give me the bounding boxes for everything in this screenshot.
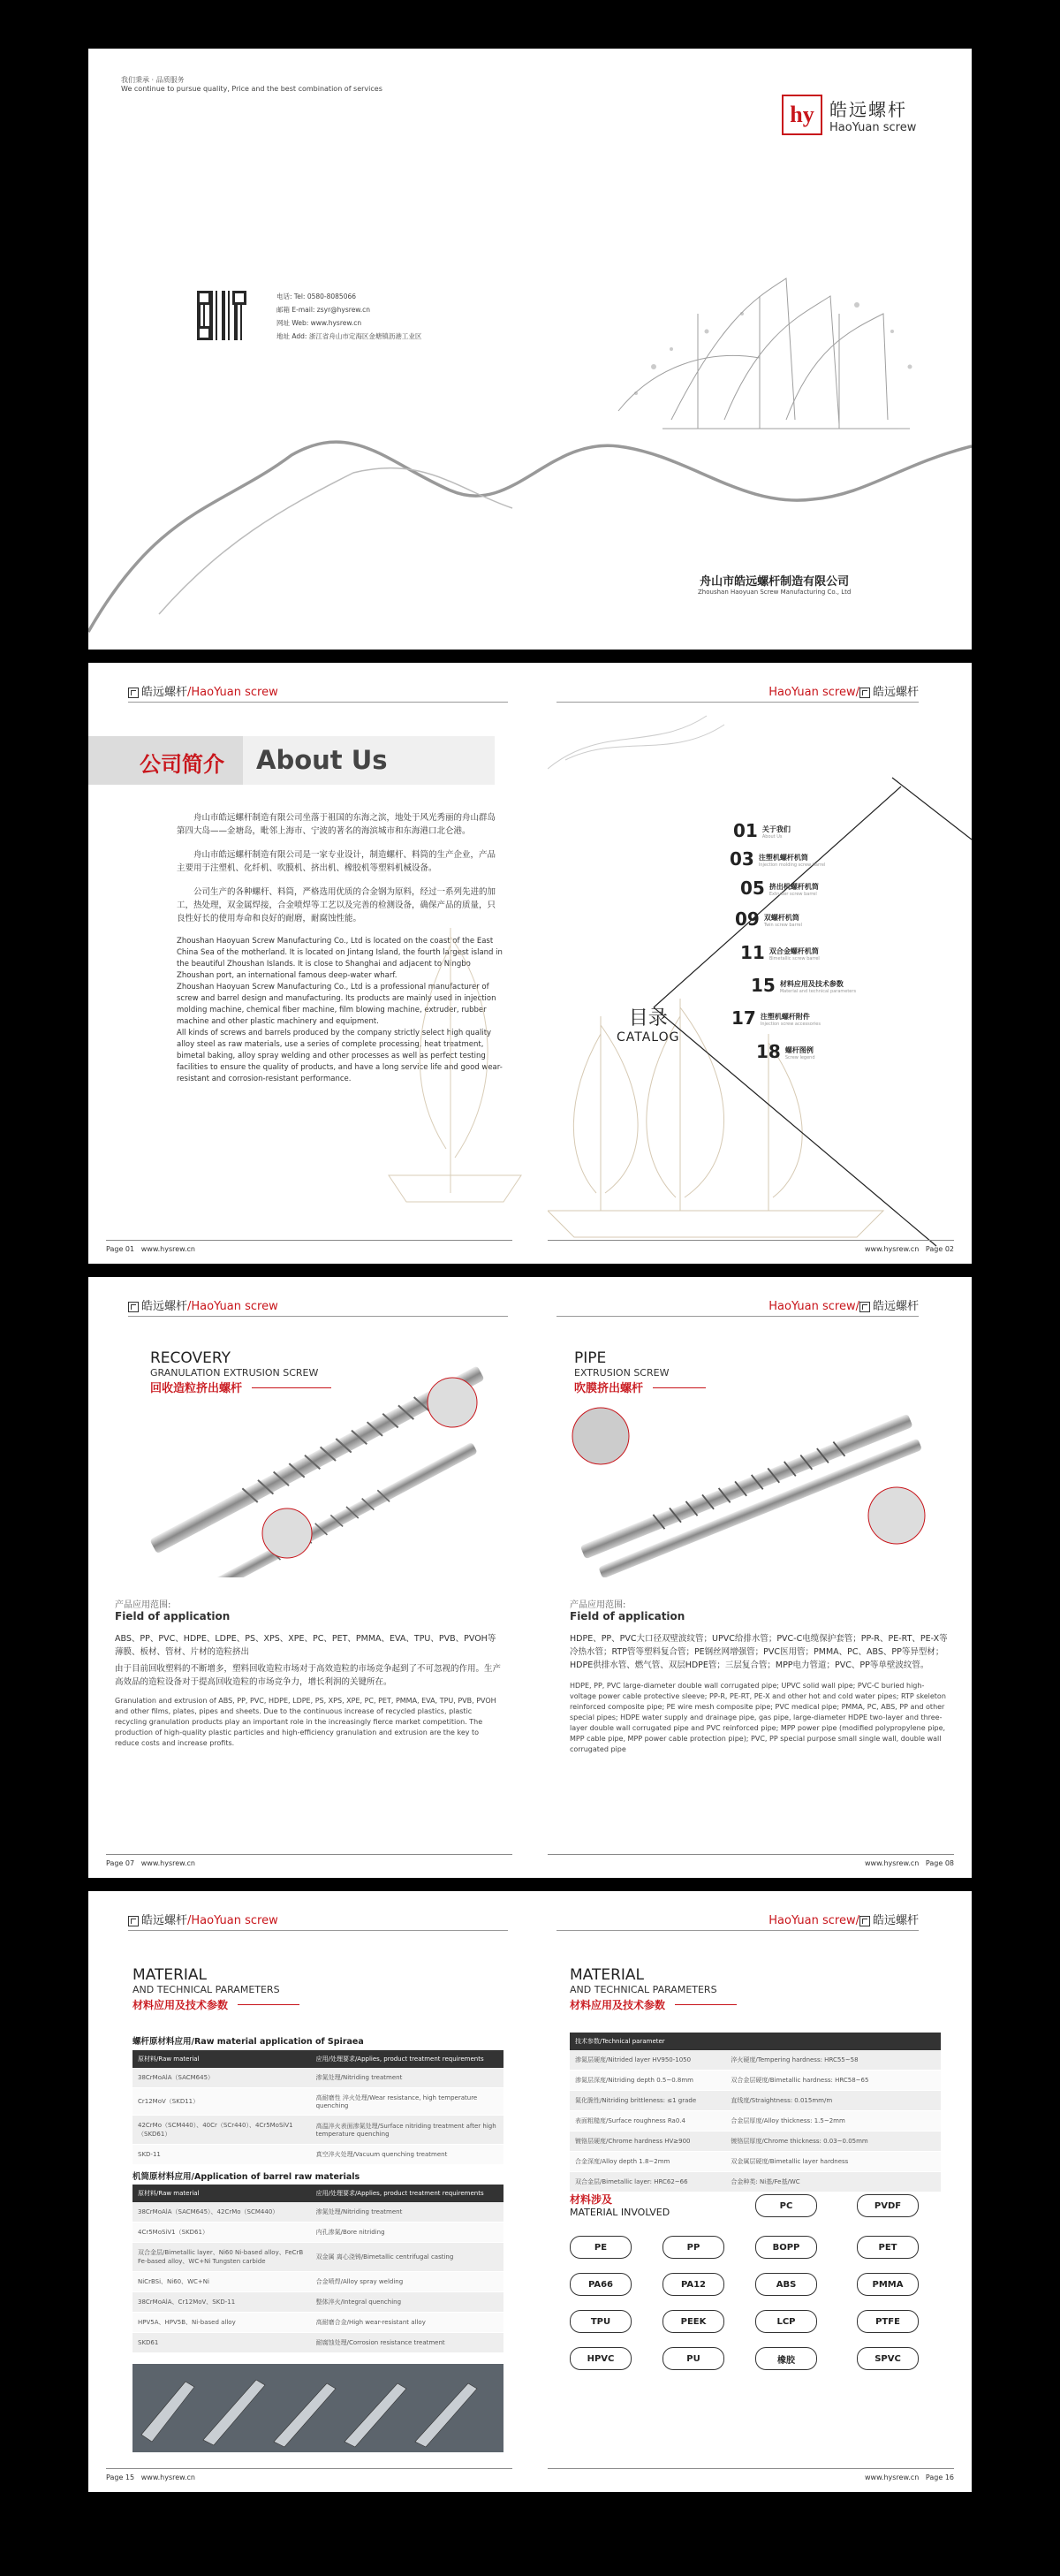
about-para-cn: 舟山市皓远螺杆制造有限公司坐落于祖国的东海之滨，地处于风光秀丽的舟山群岛第四大岛——金塘岛，毗邻上海市、宁波的著名的海滨城市和东海港口北仑港。 [177, 813, 496, 836]
pipe-field [570, 1597, 685, 1622]
footer-web: www.hysrew.cn [865, 1859, 920, 1867]
recovery-desc [115, 1632, 504, 1749]
footer-rule-right [548, 1240, 954, 1241]
catalog-item[interactable] [733, 822, 791, 840]
materials-involved-en: MATERIAL INVOLVED [570, 2207, 670, 2218]
material-subtitle-right: AND TECHNICAL PARAMETERS [570, 1984, 717, 1995]
catalog-item[interactable] [740, 879, 819, 897]
footer-web: www.hysrew.cn [140, 1859, 195, 1867]
contact-email: 邮箱 E-mail: zsyr@hysrew.cn [276, 306, 371, 314]
pipe-title-cn: 吹膜挤出螺杆 [574, 1382, 644, 1395]
table-header: 原材料/Raw material [132, 2050, 311, 2068]
header-left [128, 1296, 278, 1313]
logo-cn: 皓远螺杆 [829, 99, 907, 120]
sailboat-sketch [380, 910, 530, 1211]
footer-left [106, 1859, 195, 1867]
material-tag[interactable]: PMMA [857, 2273, 919, 2296]
footer-rule-right [548, 1854, 954, 1855]
page-number: Page 08 [925, 1859, 954, 1867]
header-brand-cn: 皓远螺杆 [141, 1914, 188, 1927]
page-number: Page 15 [106, 2473, 135, 2481]
header-brand-en: /HaoYuan screw [187, 1914, 278, 1927]
catalog-num: 15 [751, 975, 776, 996]
table-row: 合金深度/Alloy depth 1.8~2mm 双金属层硬度/Bimetallic layer hardness [570, 2152, 941, 2172]
table-header: 原材料/Raw material [132, 2185, 311, 2202]
about-para-en: Zhoushan Haoyuan Screw Manufacturing Co., Ltd is located on the coast of the East China Sea of the motherland. It is located on Jintang Island, the fourth largest island in the beautiful Zhoushan Islands. It is close to Shanghai and adjacent to Ningbo Zhoushan port, an international famous deep-water wharf. [177, 937, 503, 980]
contact-address: 地址 Add: 浙江省舟山市定海区金塘镇沥港工业区 [276, 332, 422, 340]
field-title: Field of application [570, 1610, 685, 1622]
contact-web: 网址 Web: www.hysrew.cn [276, 319, 362, 327]
table-header: 应用/处理要求/Applies, product treatment requirements [311, 2050, 504, 2068]
logo-small-icon [859, 1916, 870, 1926]
logo-small-icon [859, 1302, 870, 1312]
recovery-screw-image [124, 1348, 512, 1577]
header-right [768, 1296, 919, 1313]
about-title [88, 736, 495, 785]
catalog-cn: 关于我们 [761, 825, 791, 833]
materials-involved-heading [570, 2192, 670, 2218]
catalog-en: Extruder screw barrel [768, 892, 817, 897]
catalog-en: Injection screw accessories [760, 1022, 821, 1027]
table-row: SKD61 耐腐蚀处理/Corrosion resistance treatment [132, 2333, 504, 2353]
catalog-num: 09 [735, 908, 760, 930]
about-title-cn: 公司简介 [140, 752, 224, 777]
table-row: 渗氮层硬度/Nitrided layer HV950-1050 淬火硬度/Tempering hardness: HRC55~58 [570, 2050, 941, 2071]
catalog-diagonal-lines [530, 663, 972, 1264]
header-brand-en-right: HaoYuan screw/ [768, 1914, 859, 1927]
catalog-en: Material and technical parameters [779, 989, 857, 994]
catalog-cn: 材料应用及技术参数 [779, 980, 844, 988]
catalog-title [617, 1003, 679, 1045]
catalog-en: Bimetallic screw barrel [768, 956, 820, 961]
footer-right [865, 1859, 954, 1867]
catalog-num: 05 [740, 878, 765, 899]
recovery-title: RECOVERY [150, 1349, 231, 1367]
catalog-cn: 挤出机螺杆机筒 [768, 883, 819, 891]
footer-right [865, 2473, 954, 2481]
page-number: Page 16 [925, 2473, 954, 2481]
sailboat-splash-illustration [88, 49, 972, 650]
footer-left [106, 1245, 195, 1253]
footer-web: www.hysrew.cn [865, 2473, 920, 2481]
material-right-heading [570, 1966, 737, 2012]
table-row: 双合金层/Bimetallic layer: HRC62~66 合金种类: Ni基/Fe基/WC [570, 2172, 941, 2192]
tagline-cn: 我们秉承 · 品质服务 [121, 76, 185, 84]
catalog-num: 01 [733, 820, 758, 841]
header-rule [128, 702, 508, 703]
material-subtitle: AND TECHNICAL PARAMETERS [132, 1984, 280, 1995]
about-para-cn: 舟山市皓远螺杆制造有限公司是一家专业设计，制造螺杆、料筒的生产企业，产品主要用于注塑机、化纤机、吹膜机、挤出机、橡胶机等塑料机械设备。 [177, 850, 496, 873]
material-tag[interactable]: PE [570, 2236, 632, 2259]
about-para-en: All kinds of screws and barrels produced by the company strictly select high quality alloy steel as raw materials, use a series of complete processing, heat treatment, bimetal baking, alloy spray welding and other processes as well as perfect testing facilities to ensure the quality of products, and have a long service life and good wear-resistant and corrosion-resistant performance. [177, 1029, 503, 1083]
catalog-cn: 双螺杆机筒 [763, 914, 799, 922]
catalog-cn: 双合金螺杆机筒 [768, 947, 819, 955]
header-brand-cn: 皓远螺杆 [141, 686, 188, 699]
footer-rule-left [106, 1240, 512, 1241]
pipe-heading [574, 1349, 706, 1395]
page-number: Page 07 [106, 1859, 135, 1867]
catalog-cn: 注塑机螺杆附件 [760, 1013, 810, 1021]
logo-en: HaoYuan screw [829, 121, 917, 134]
material-left-heading [132, 1966, 299, 2012]
footer-rule-left [106, 1854, 512, 1855]
pipe-screw-image [548, 1401, 945, 1577]
material-tag[interactable]: PVDF [857, 2194, 919, 2217]
logo-small-icon [128, 688, 139, 698]
header-brand-cn: 皓远螺杆 [141, 1300, 188, 1313]
recovery-field [115, 1597, 230, 1622]
table-row: HPV5A、HPV5B、Ni-based alloy 高耐磨合金/High wear-resistant alloy [132, 2313, 504, 2333]
table-header: 应用/处理要求/Applies, product treatment requirements [311, 2185, 504, 2202]
material-tag[interactable]: TPU [570, 2310, 632, 2333]
catalog-en: Screw legend [784, 1055, 815, 1060]
technical-parameter-table [570, 2033, 941, 2192]
table-row: NiCrBSi、Ni60、WC+Ni 合金喷焊/Alloy spray welding [132, 2272, 504, 2292]
header-left [128, 682, 278, 699]
material-tag[interactable]: SPVC [857, 2347, 919, 2370]
footer-web: www.hysrew.cn [140, 1245, 195, 1253]
catalog-item[interactable] [740, 944, 820, 961]
recovery-desc-cn: 由于目前回收塑料的不断增多，塑料回收造粒市场对于高效造粒的市场竞争起到了不可忽视的作用。生产高效品的造粒设备对于提高回收造粒的市场竞争力，增长利润的关键所在。 [115, 1664, 502, 1687]
material-tag[interactable]: PET [857, 2236, 919, 2259]
table-row: 38CrMoAlA（SACM645）、42CrMo（SCM440） 渗氮处理/Nitriding treatment [132, 2202, 504, 2223]
catalog-num: 03 [730, 848, 754, 870]
material-tag[interactable]: PP [662, 2236, 724, 2259]
footer-rule-left [106, 2468, 512, 2469]
page-number: Page 02 [925, 1245, 954, 1253]
footer-left [106, 2473, 195, 2481]
pipe-desc-en: HDPE, PP, PVC large-diameter double wall corrugated pipe; UPVC solid wall pipe; PVC-C buried high-voltage power cable protective sleeve; PP-R, PE-RT, PE-X and other hot and cold water pipes; RTP skeleton reinforced composite pipe; PE wire mesh composite pipe; PVC medical pipe; PMMA, PC, ABS, PP and other special pipes; HDPE water supply and drainage pipe, gas pipe, large-diameter HDPE two-layer and three-layer double wall corrugated pipe and PVC reinforced pipe; MPP power pipe (modified polypropylene pipe, MPP cable pipe, MPP power cable protection pipe); PVC, PP special purpose small single wall, double wall corrugated pipe [570, 1682, 946, 1753]
catalog-item[interactable] [751, 976, 856, 994]
company-name [698, 572, 851, 596]
logo-small-icon [128, 1916, 139, 1926]
material-title-cn: 材料应用及技术参数 [132, 1999, 229, 2011]
header-brand-en: /HaoYuan screw [187, 686, 278, 699]
table-row: 4Cr5MoSiV1（SKD61） 内孔渗氮/Bore nitriding [132, 2223, 504, 2243]
table2-title: 机筒原材料应用/Application of barrel raw materials [132, 2172, 360, 2182]
table-row: 38CrMoAlA、Cr12MoV、SKD-11 整体淬火/Integral quenching [132, 2292, 504, 2313]
pipe-desc [570, 1632, 950, 1755]
screw-photo [132, 2364, 504, 2452]
catalog-item[interactable] [756, 1043, 815, 1060]
catalog-item[interactable] [731, 1009, 821, 1027]
header-rule-right [556, 1930, 919, 1931]
material-tag[interactable]: PTFE [857, 2310, 919, 2333]
footer-rule-right [548, 2468, 954, 2469]
catalog-num: 18 [756, 1041, 781, 1062]
cover-spread [88, 49, 972, 650]
material-spread [88, 1891, 972, 2492]
tagline-en: We continue to pursue quality, Price and the best combination of services [121, 85, 382, 93]
header-rule [128, 1316, 508, 1317]
table-row: 38CrMoAlA（SACM645） 渗氮处理/Nitriding treatment [132, 2068, 504, 2088]
about-para-cn: 公司生产的各种螺杆、料筒，严格选用优质的合金钢为原料，经过一系列先进的加工，热处理，双金属焊接，合金喷焊等工艺以及完善的检测设备，确保产品的质量，只良性好长的使用寿命和良好的耐磨，耐腐蚀性能。 [177, 887, 496, 923]
pipe-subtitle: EXTRUSION SCREW [574, 1367, 670, 1379]
header-left [128, 1911, 278, 1927]
table-row: 表面粗糙度/Surface roughness Ra0.4 合金层厚度/Alloy thickness: 1.5~2mm [570, 2111, 941, 2131]
recovery-desc-en: Granulation and extrusion of ABS, PP, PVC, HDPE, LDPE, PS, XPS, XPE, PC, PET, PMMA, EVA, TPU, PVB, PVOH and other films, plates, pipes and sheets. Due to the continuous increase of recycled plastics, plastic recycling granulation products play an important role in the increasingly fierce market competition. The production of high-quality plastic particles and high-efficiency granulation and extrusion are the key to reduce costs and increase profits. [115, 1697, 496, 1747]
header-brand-en-right: HaoYuan screw/ [768, 686, 859, 699]
catalog-title-cn: 目录 [628, 1007, 668, 1030]
material-tag[interactable]: LCP [755, 2310, 817, 2333]
logo-small-icon [128, 1302, 139, 1312]
catalog-cn: 螺杆图例 [784, 1046, 814, 1054]
page-number: Page 01 [106, 1245, 135, 1253]
logo-mark-text: hy [790, 102, 814, 127]
material-tag[interactable]: PA66 [570, 2273, 632, 2296]
catalog-title-en: CATALOG [617, 1030, 680, 1045]
material-tag[interactable]: PEEK [662, 2310, 724, 2333]
screw-spread [88, 1277, 972, 1878]
material-title-cn-right: 材料应用及技术参数 [570, 1999, 666, 2011]
pipe-desc-cn: HDPE、PP、PVC大口径双壁波纹管；UPVC给排水管；PVC-C电缆保护套管；PP-R、PE-RT、PE-X等冷热水管；RTP管等塑料复合管；PE钢丝网增强管；PVC医用管；PMMA、PC、ABS、PP等异型材；HDPE供排水管、燃气管、双层HDPE管；三层复合管；MPP电力管道；PVC、PP等单壁波纹管。 [570, 1634, 948, 1670]
catalog-num: 17 [731, 1007, 756, 1029]
pipe-title: PIPE [574, 1349, 607, 1367]
material-tag[interactable]: BOPP [755, 2236, 817, 2259]
company-name-cn: 舟山市皓远螺杆制造有限公司 [700, 575, 850, 589]
header-rule [128, 1930, 508, 1931]
about-title-en: About Us [256, 745, 388, 775]
table1-title: 螺杆原材料应用/Raw material application of Spiraea [132, 2037, 364, 2047]
company-name-en: Zhoushan Haoyuan Screw Manufacturing Co., Ltd [698, 589, 852, 596]
field-title: Field of application [115, 1610, 231, 1622]
field-cn: 产品应用范围: [115, 1600, 171, 1610]
material-tag[interactable]: 橡胶 [755, 2347, 817, 2370]
table-row: SKD-11 真空淬火处理/Vacuum quenching treatment [132, 2145, 504, 2165]
footer-right [865, 1245, 954, 1253]
field-cn: 产品应用范围: [570, 1600, 626, 1610]
material-title-right: MATERIAL [570, 1966, 645, 1984]
about-para-en: Zhoushan Haoyuan Screw Manufacturing Co., Ltd is a professional manufacturer of screw and barrel design and manufacturing. Its products are mainly used in injection molding machine, chemical fiber machine, film blowing machine, extruder, rubber machine and other plastic machinery and equipment. [177, 983, 496, 1026]
material-tag[interactable]: PA12 [662, 2273, 724, 2296]
table-row: 渗氮层深度/Nitriding depth 0.5~0.8mm 双合金层硬度/Bimetallic hardness: HRC58~65 [570, 2071, 941, 2091]
material-tag[interactable]: HPVC [570, 2347, 632, 2370]
material-tag[interactable]: PU [662, 2347, 724, 2370]
table-header: 技术参数/Technical parameter [570, 2033, 941, 2050]
material-title: MATERIAL [132, 1966, 208, 1984]
catalog-en: Injection molding screw barrel [758, 862, 826, 868]
about-spread [88, 663, 972, 1264]
recovery-materials: ABS、PP、PVC、HDPE、LDPE、PS、XPS、XPE、PC、PET、PMMA、EVA、TPU、PVB、PVOH等薄膜、板材、管材、片材的造粒挤出 [115, 1634, 496, 1657]
header-brand-cn-right: 皓远螺杆 [872, 1300, 919, 1313]
header-right [768, 1911, 919, 1927]
catalog-en: Twin screw barrel [763, 923, 802, 928]
header-brand-cn-right: 皓远螺杆 [872, 686, 919, 699]
materials-involved-cn: 材料涉及 [570, 2193, 613, 2206]
table-row: 镀铬层硬度/Chrome hardness HV≥900 镀铬层厚度/Chrome thickness: 0.03~0.05mm [570, 2131, 941, 2152]
raw-material-table [132, 2050, 504, 2165]
header-brand-en-right: HaoYuan screw/ [768, 1300, 859, 1313]
recovery-subtitle: GRANULATION EXTRUSION SCREW [150, 1367, 319, 1379]
contact-tel: 电话: Tel: 0580-8085066 [276, 293, 357, 300]
catalog-item[interactable] [735, 910, 802, 928]
table-row: 42CrMo（SCM440）、40Cr（SCr440）、4Cr5MoSiV1（SKD61） 高温淬火表面渗氮处理/Surface nitriding treatment after high temperature quenching [132, 2116, 504, 2145]
header-rule-right [556, 1316, 919, 1317]
barrel-material-table [132, 2185, 504, 2353]
header-brand-en: /HaoYuan screw [187, 1300, 278, 1313]
footer-web: www.hysrew.cn [140, 2473, 195, 2481]
table-row: Cr12MoV（SKD11） 高耐磨性 淬火处理/Wear resistance, high temperature quenching [132, 2088, 504, 2116]
footer-web: www.hysrew.cn [865, 1245, 920, 1253]
header-brand-cn-right: 皓远螺杆 [872, 1914, 919, 1927]
recovery-title-cn: 回收造粒挤出螺杆 [150, 1382, 243, 1395]
table-row: 氮化脆性/Nitriding brittleness: ≤1 grade 直线度/Straightness: 0.015mm/m [570, 2091, 941, 2111]
catalog-cn: 注塑机螺杆机筒 [758, 854, 808, 862]
material-tag[interactable]: ABS [755, 2273, 817, 2296]
table-row: 双合金层/Bimetallic layer、Ni60 Ni-based alloy、FeCrB Fe-based alloy、WC+Ni Tungsten carbide 双金属 离心浇铸/Bimetallic centrifugal casting [132, 2243, 504, 2272]
catalog-en: About Us [761, 834, 783, 840]
catalog-num: 11 [740, 942, 765, 963]
catalog-item[interactable] [730, 850, 825, 868]
material-tag[interactable]: PC [755, 2194, 817, 2217]
